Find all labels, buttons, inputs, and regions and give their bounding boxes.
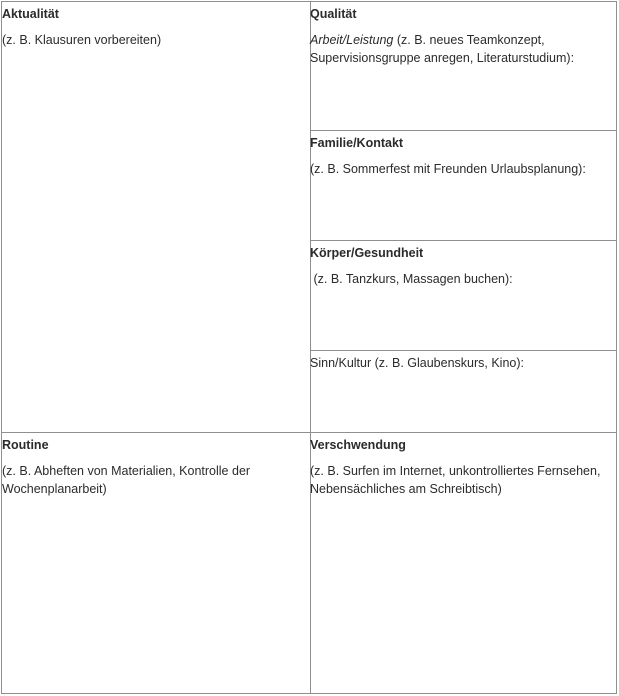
desc-verschwendung: (z. B. Surfen im Internet, unkontrolliertes Fernsehen, Nebensächliches am Schreibtisch) (310, 464, 601, 496)
desc-koerper-gesundheit: (z. B. Tanzkurs, Massagen buchen): (310, 272, 513, 286)
heading-qualitaet: Qualität (310, 7, 357, 21)
cell-qualitaet-arbeit (310, 2, 616, 67)
label-arbeit-leistung: Arbeit/Leistung (310, 33, 394, 47)
cell-aktualitaet (2, 2, 308, 49)
cell-verschwendung (310, 433, 616, 498)
cell-familie-kontakt (310, 131, 616, 178)
cell-routine (2, 433, 308, 498)
heading-verschwendung: Verschwendung (310, 438, 406, 452)
desc-familie-kontakt: (z. B. Sommerfest mit Freunden Urlaubsplanung): (310, 162, 586, 176)
desc-arbeit (310, 31, 616, 67)
desc-routine: (z. B. Abheften von Materialien, Kontrolle der Wochenplanarbeit) (2, 464, 251, 496)
cell-koerper-gesundheit (310, 241, 616, 288)
heading-koerper-gesundheit: Körper/Gesundheit (310, 246, 424, 260)
desc-sinn-kultur: Sinn/Kultur (z. B. Glaubenskurs, Kino): (310, 356, 524, 370)
desc-aktualitaet: (z. B. Klausuren vorbereiten) (2, 33, 162, 47)
heading-aktualitaet: Aktualität (2, 7, 59, 21)
heading-routine: Routine (2, 438, 49, 452)
text-arbeit-leistung: (z. B. neues Teamkonzept, Supervisionsgruppe anregen, Literaturstudium): (310, 33, 575, 65)
column-divider (310, 2, 311, 693)
heading-familie-kontakt: Familie/Kontakt (310, 136, 404, 150)
cell-sinn-kultur (310, 351, 616, 372)
priority-matrix-table (1, 1, 617, 694)
